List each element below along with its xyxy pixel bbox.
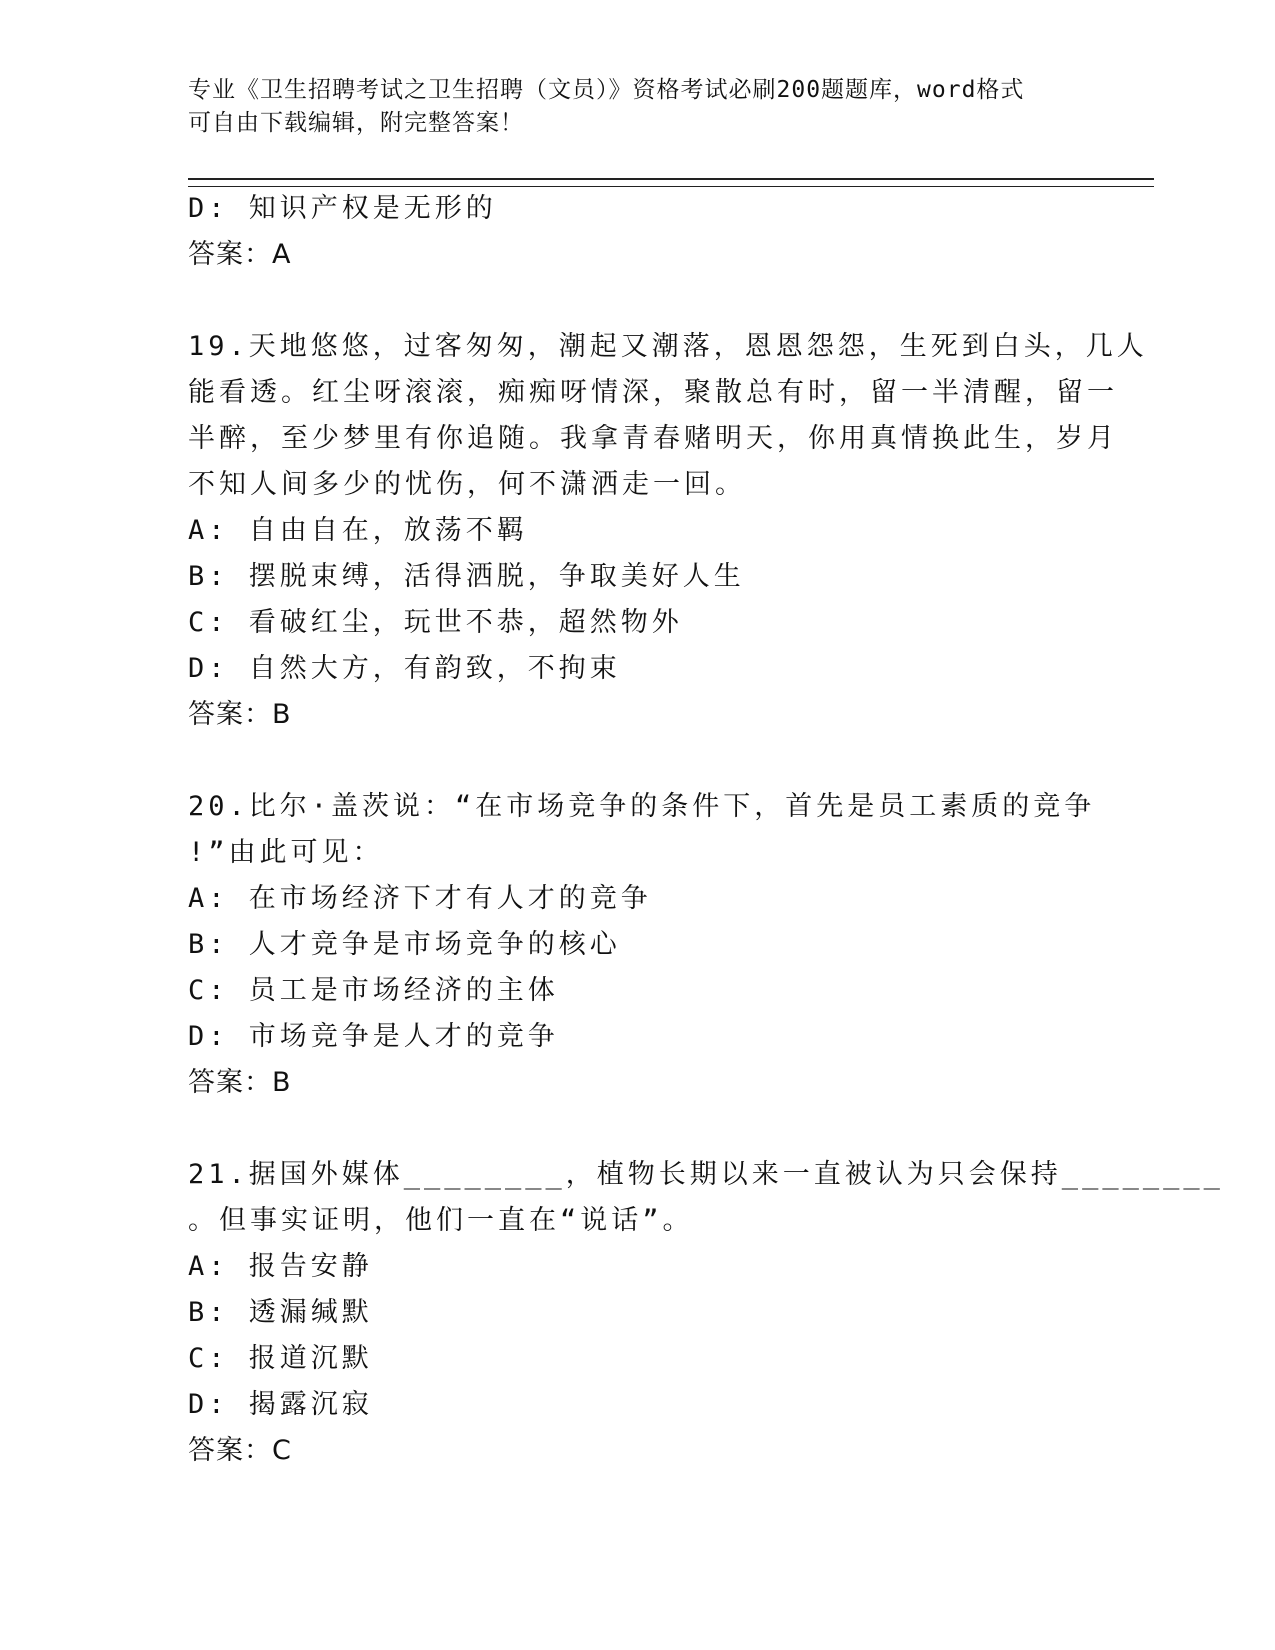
question-stem-line: 能看透。红尘呀滚滚，痴痴呀情深，聚散总有时，留一半清醒，留一 (188, 377, 1118, 408)
option-c: C: 看破红尘，玩世不恭，超然物外 (188, 607, 683, 638)
option-c: C: 报道沉默 (188, 1343, 373, 1374)
question-stem-line: 不知人间多少的忧伤，何不潇洒走一回。 (188, 469, 746, 500)
question-21 (188, 1152, 1224, 1474)
answer: 答案：B (188, 1067, 292, 1098)
option-b: B: 人才竞争是市场竞争的核心 (188, 929, 621, 960)
spacer (188, 1106, 1078, 1152)
option-a: A: 在市场经济下才有人才的竞争 (188, 883, 652, 914)
option-d: D: 市场竞争是人才的竞争 (188, 1021, 559, 1052)
q18-option-d: D: 知识产权是无形的 (188, 193, 497, 224)
question-stem-line: !”由此可见： (188, 837, 384, 868)
option-b: B: 摆脱束缚，活得洒脱，争取美好人生 (188, 561, 745, 592)
option-a: A: 报告安静 (188, 1251, 373, 1282)
question-stem-line: 。但事实证明，他们一直在“说话”。 (188, 1205, 694, 1236)
spacer (188, 738, 1078, 784)
question-20 (188, 784, 1096, 1106)
header-title-line-1: 专业《卫生招聘考试之卫生招聘（文员）》资格考试必刷200题题库，word格式 (188, 77, 1025, 103)
option-b: B: 透漏缄默 (188, 1297, 373, 1328)
document-header (188, 74, 1088, 140)
q18-answer: 答案：A (188, 239, 292, 270)
option-c: C: 员工是市场经济的主体 (188, 975, 559, 1006)
question-stem-line: 半醉，至少梦里有你追随。我拿青春赌明天，你用真情换此生，岁月 (188, 423, 1118, 454)
option-d: D: 自然大方，有韵致，不拘束 (188, 653, 621, 684)
spacer (188, 278, 1078, 324)
question-19 (188, 324, 1148, 738)
header-title-line-2: 可自由下载编辑，附完整答案！ (188, 110, 524, 136)
option-a: A: 自由自在，放荡不羁 (188, 515, 528, 546)
answer: 答案：C (188, 1435, 292, 1466)
question-stem-line: 21.据国外媒体________，植物长期以来一直被认为只会保持________ (188, 1159, 1224, 1190)
document-body (188, 186, 1224, 1474)
question-stem-line: 20.比尔·盖茨说：“在市场竞争的条件下，首先是员工素质的竞争 (188, 791, 1096, 822)
option-d: D: 揭露沉寂 (188, 1389, 373, 1420)
answer: 答案：B (188, 699, 292, 730)
question-stem-line: 19.天地悠悠，过客匆匆，潮起又潮落，恩恩怨怨，生死到白头，几人 (188, 331, 1148, 362)
